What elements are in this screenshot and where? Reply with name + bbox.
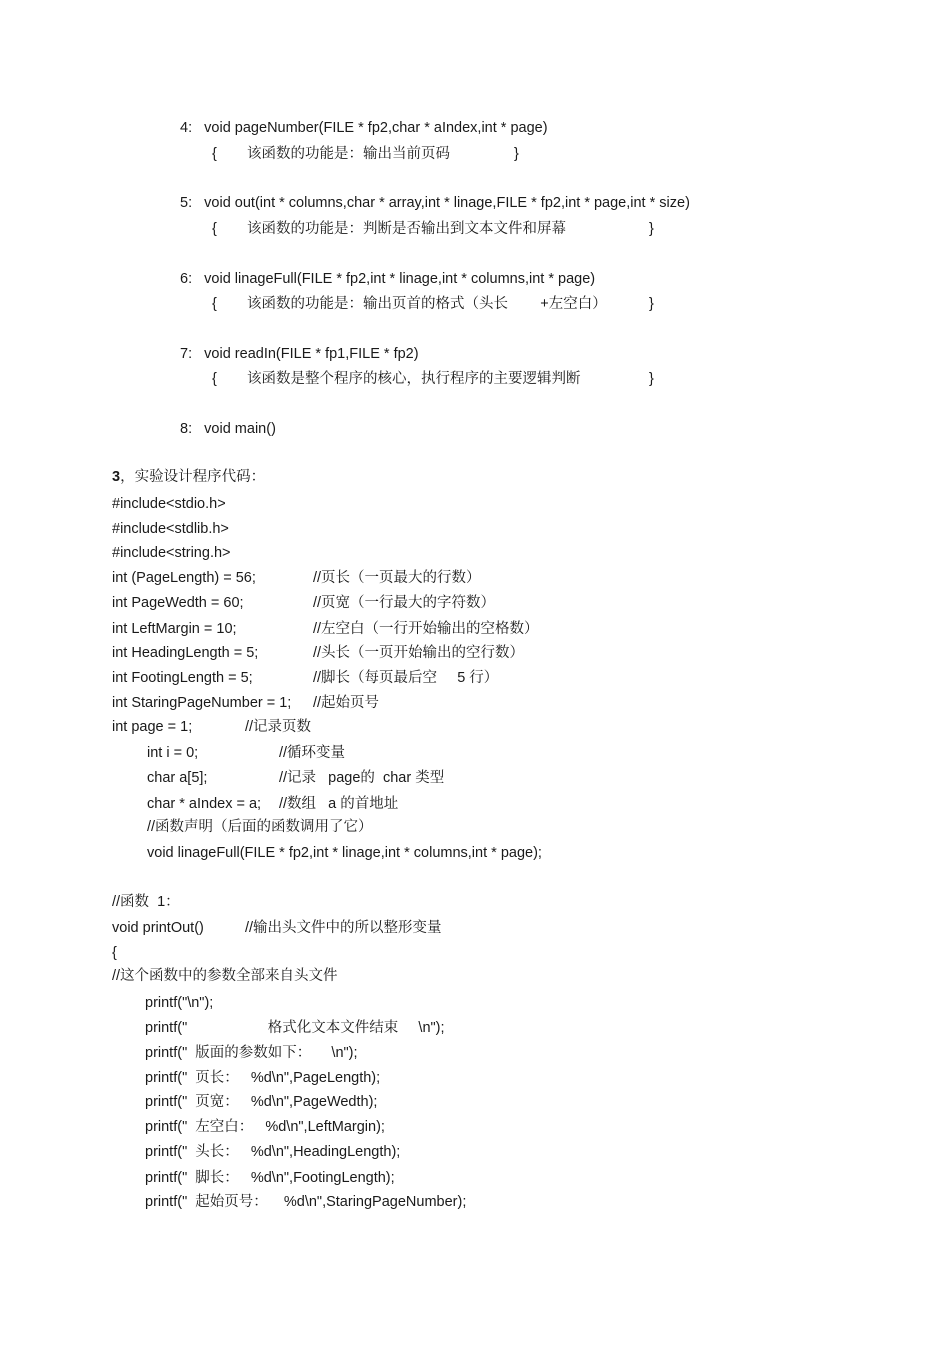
var-comment: //数组 a 的首地址 [279, 796, 399, 812]
global-var-comment: //脚长（每页最后空 5 行） [313, 670, 499, 686]
var-code: char * aIndex = a; [147, 796, 262, 812]
printf-line: printf(" 头长： %d\n",HeadingLength); [145, 1144, 401, 1160]
close-brace: } [649, 296, 654, 312]
global-var-code: int (PageLength) = 56; [112, 570, 256, 586]
open-brace: { [212, 221, 217, 237]
function-description: 该函数的功能是：输出当前页码 [247, 146, 450, 162]
global-var-comment: //页长（一页最大的行数） [313, 570, 481, 586]
global-var-code: int HeadingLength = 5; [112, 645, 259, 661]
open-brace: { [212, 296, 217, 312]
printf-line: printf(" 脚长： %d\n",FootingLength); [145, 1170, 395, 1186]
var-comment: //循环变量 [279, 745, 346, 761]
function-signature: 5: void out(int * columns,char * array,int * linage,FILE * fp2,int * page,int * size) [180, 195, 690, 211]
include-line: #include<stdio.h> [112, 496, 226, 512]
close-brace: } [514, 146, 519, 162]
global-var-comment: //左空白（一行开始输出的空格数） [313, 621, 539, 637]
printf-line: printf(" 格式化文本文件结束 \n"); [145, 1020, 445, 1036]
close-brace: } [649, 371, 654, 387]
function-declaration: void linageFull(FILE * fp2,int * linage,int * columns,int * page); [147, 845, 542, 861]
var-code: int i = 0; [147, 745, 199, 761]
function-description: 该函数的功能是：输出页首的格式（头长 +左空白） [247, 296, 607, 312]
printf-line: printf(" 左空白： %d\n",LeftMargin); [145, 1119, 385, 1135]
function-signature: 6: void linageFull(FILE * fp2,int * linage,int * columns,int * page) [180, 271, 596, 287]
declaration-comment: //函数声明（后面的函数调用了它） [147, 819, 373, 835]
global-var-comment: //头长（一页开始输出的空行数） [313, 645, 525, 661]
include-line: #include<stdlib.h> [112, 521, 229, 537]
section-title: ，实验设计程序代码： [120, 469, 266, 485]
printf-line: printf(" 页宽： %d\n",PageWedth); [145, 1094, 378, 1110]
function-description: 该函数的功能是：判断是否输出到文本文件和屏幕 [247, 221, 566, 237]
global-var-comment: //起始页号 [313, 695, 380, 711]
function-comment: //输出头文件中的所以整形变量 [245, 920, 442, 936]
page-var-code: int page = 1; [112, 719, 193, 735]
open-brace: { [112, 945, 117, 961]
global-var-comment: //页宽（一行最大的字符数） [313, 595, 496, 611]
function-signature: 4: void pageNumber(FILE * fp2,char * aIndex,int * page) [180, 120, 548, 136]
open-brace: { [212, 146, 217, 162]
section-number: 3 [112, 469, 121, 485]
printf-line: printf(" 起始页号： %d\n",StaringPageNumber); [145, 1194, 467, 1210]
page-var-comment: //记录页数 [245, 719, 312, 735]
global-var-code: int StaringPageNumber = 1; [112, 695, 292, 711]
printf-line: printf("\n"); [145, 995, 214, 1011]
var-comment: //记录 page的 char 类型 [279, 770, 445, 786]
function-body-comment: //这个函数中的参数全部来自头文件 [112, 968, 338, 984]
include-line: #include<string.h> [112, 545, 231, 561]
section-heading [112, 468, 265, 486]
close-brace: } [649, 221, 654, 237]
var-code: char a[5]; [147, 770, 208, 786]
function-signature: 8: void main() [180, 421, 276, 437]
printf-line: printf(" 页长： %d\n",PageLength); [145, 1070, 381, 1086]
function-description: 该函数是整个程序的核心，执行程序的主要逻辑判断 [247, 371, 581, 387]
function-signature: 7: void readIn(FILE * fp1,FILE * fp2) [180, 346, 419, 362]
printf-line: printf(" 版面的参数如下： \n"); [145, 1045, 358, 1061]
global-var-code: int PageWedth = 60; [112, 595, 244, 611]
global-var-code: int FootingLength = 5; [112, 670, 253, 686]
function-label: //函数 1： [112, 894, 180, 910]
function-signature: void printOut() [112, 920, 204, 936]
open-brace: { [212, 371, 217, 387]
global-var-code: int LeftMargin = 10; [112, 621, 237, 637]
